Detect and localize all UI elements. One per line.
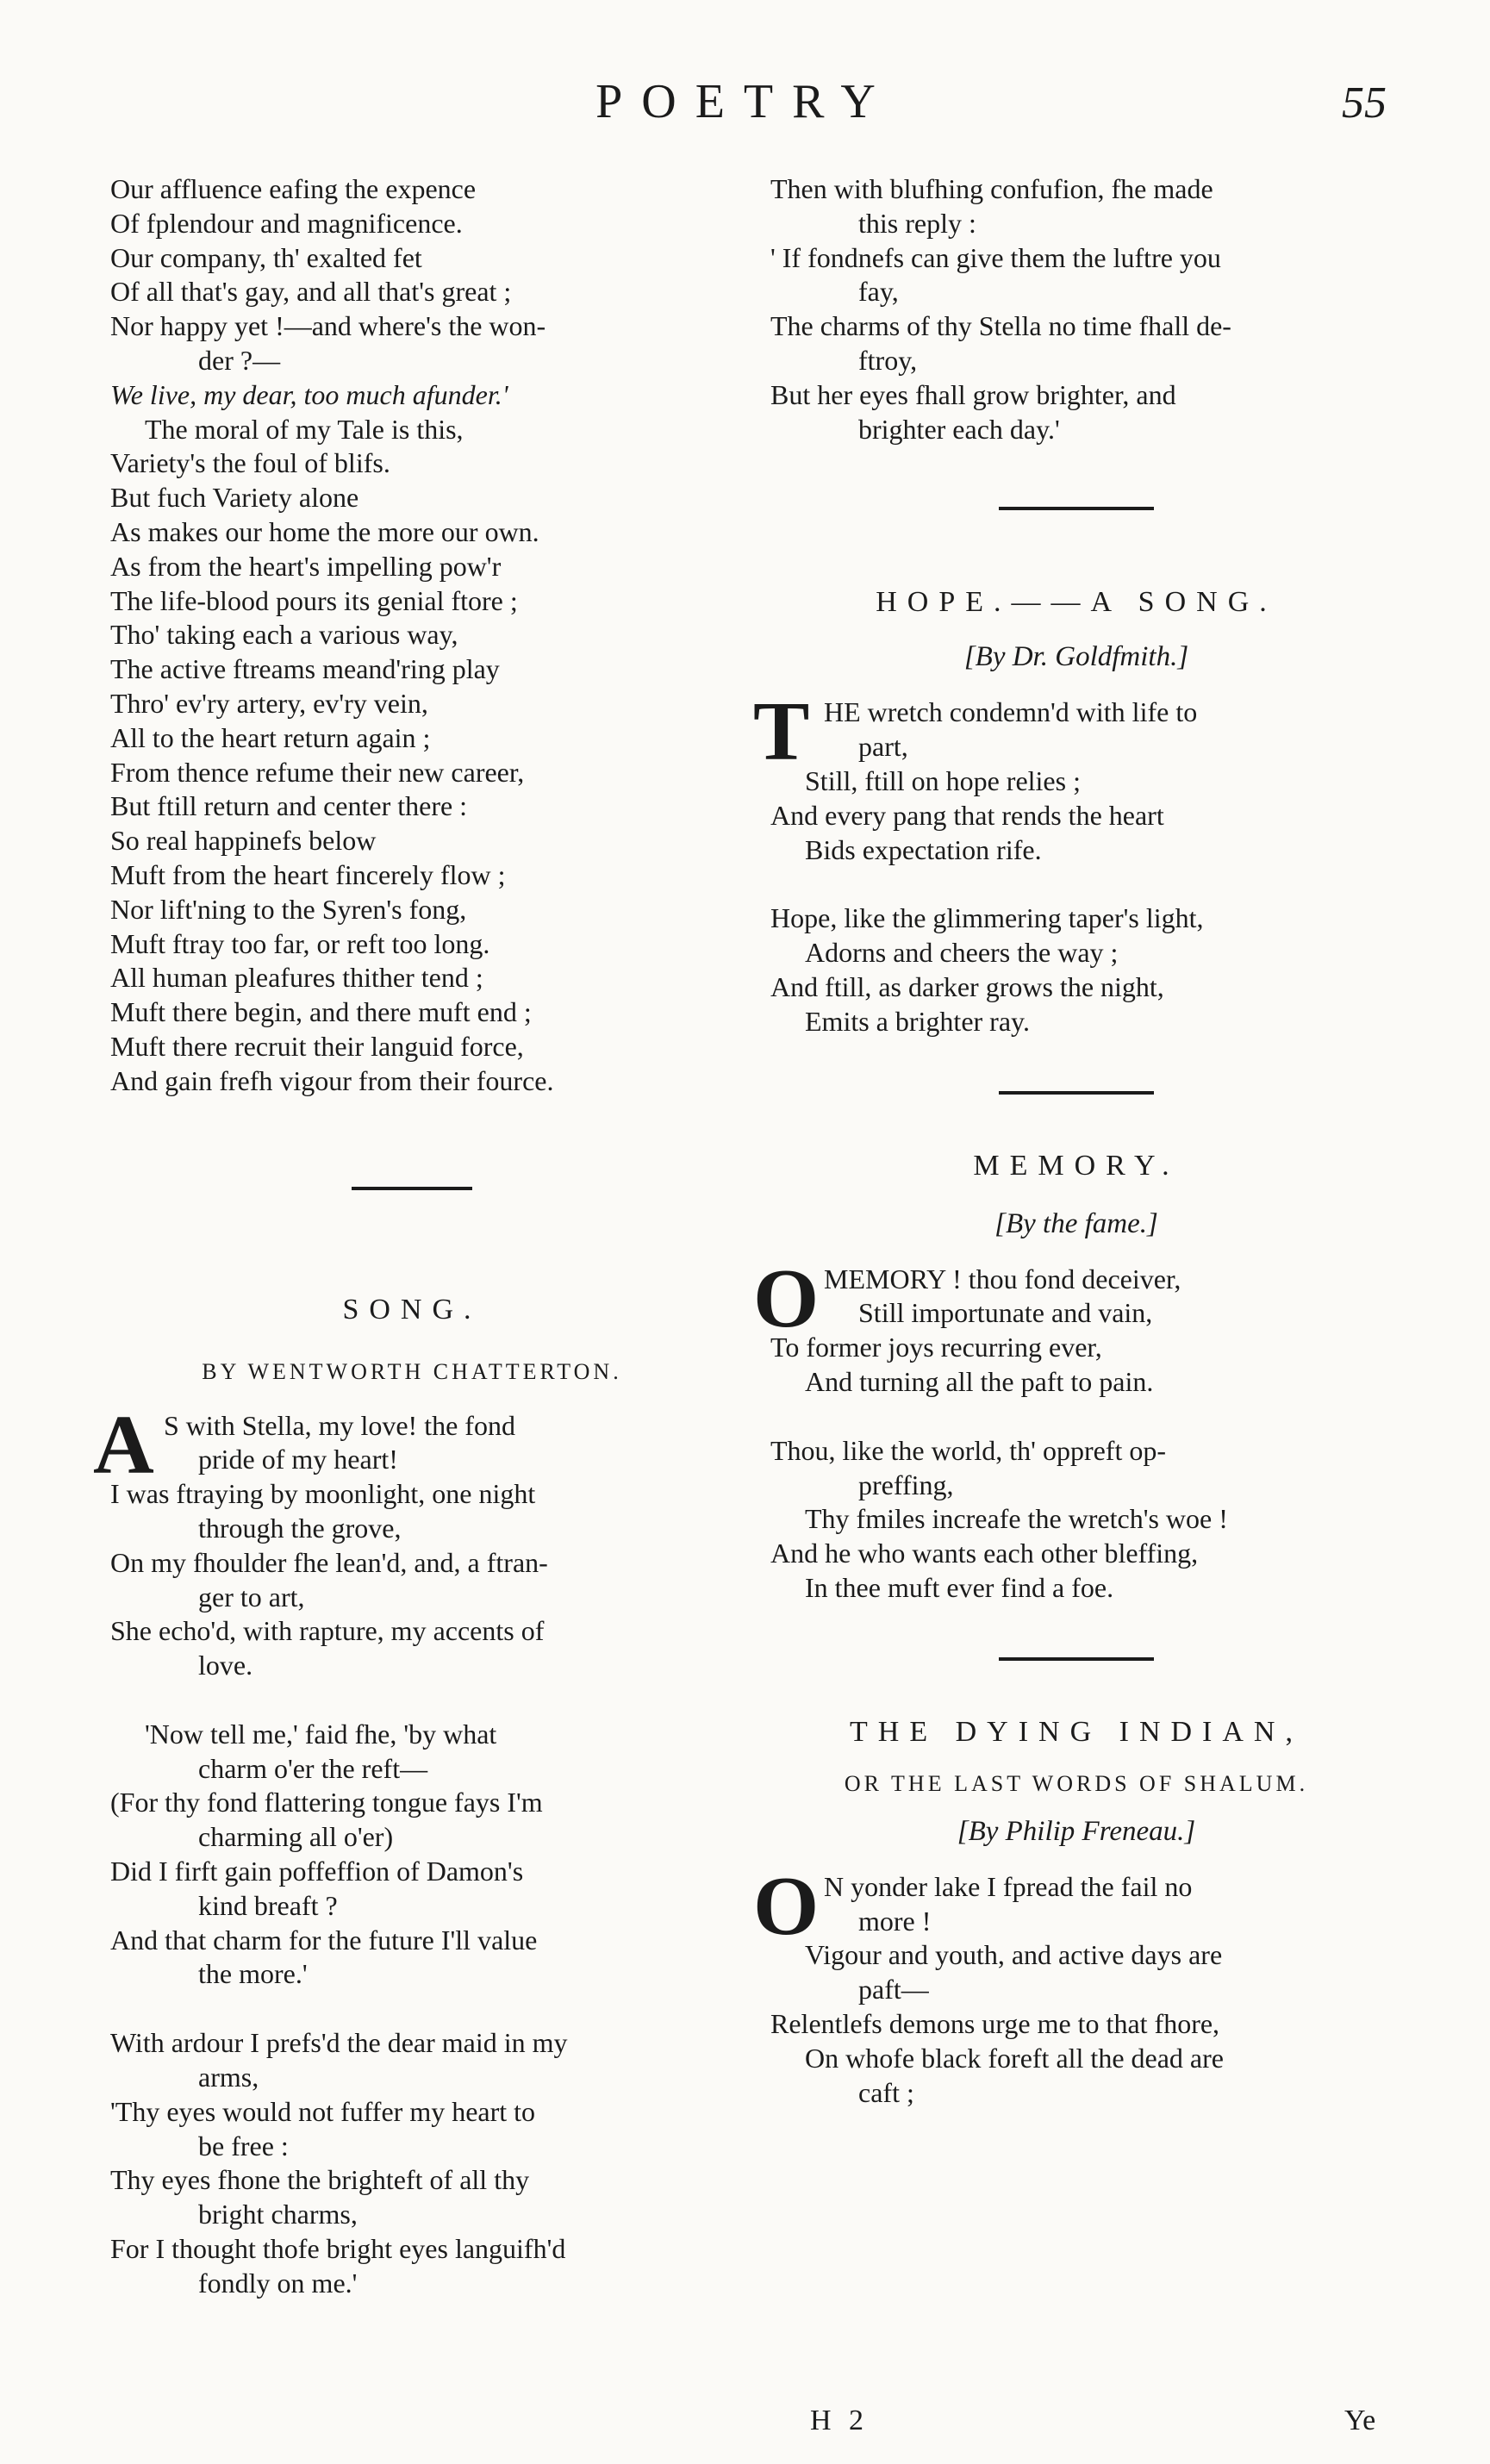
poem-line: But her eyes fhall grow brighter, and — [770, 378, 1176, 410]
poem-line: Still, ftill on hope relies ; — [805, 764, 1081, 796]
poem-line: N yonder lake I fpread the fail no — [824, 1870, 1193, 1902]
poem-line: And that charm for the future I'll value — [110, 1924, 538, 1956]
poem-line: The moral of my Tale is this, — [145, 413, 464, 445]
poem-line: der ?— — [198, 344, 281, 376]
poem-line: On my fhoulder fhe lean'd, and, a ftran- — [110, 1546, 548, 1578]
poem-line: charming all o'er) — [198, 1821, 394, 1853]
memory-stanza — [762, 1434, 1391, 1606]
song-stanza — [102, 1718, 722, 1992]
attribution: [By the fame.] — [994, 1207, 1158, 1239]
song-stanza — [102, 2026, 722, 2300]
poem-line: this reply : — [858, 207, 976, 239]
poem-line: Nor lift'ning to the Syren's fong, — [110, 893, 467, 925]
poem-line: And turning all the paft to pain. — [805, 1365, 1154, 1397]
running-head — [0, 74, 1490, 134]
poem-line: On whofe black foreft all the dead are — [805, 2042, 1224, 2074]
poem-line: Tho' taking each a various way, — [110, 619, 458, 651]
subtitle: OR THE LAST WORDS OF SHALUM. — [844, 1770, 1309, 1796]
poem-line: Muft there begin, and there muft end ; — [110, 996, 532, 1028]
poem-line: All to the heart return again ; — [110, 721, 431, 753]
poem-line: brighter each day.' — [858, 413, 1060, 445]
hope-stanza — [753, 685, 1391, 867]
poem-line: Muft there recruit their languid force, — [110, 1030, 524, 1062]
poem-line: For I thought thofe bright eyes languifh'd — [110, 2233, 566, 2265]
attribution: [By Dr. Goldfmith.] — [963, 641, 1189, 673]
poem-line: paft— — [858, 1974, 929, 2006]
byline: BY WENTWORTH CHATTERTON. — [202, 1358, 622, 1384]
drop-cap: A — [93, 1398, 154, 1492]
drop-cap: T — [753, 685, 810, 779]
section-title: MEMORY. — [973, 1149, 1180, 1182]
poem-line: And ftill, as darker grows the night, — [770, 970, 1164, 1002]
hope-stanza — [762, 901, 1391, 1039]
poem-line: bright charms, — [198, 2199, 358, 2230]
poem-line: The life-blood pours its genial ftore ; — [110, 584, 518, 616]
catchword: Ye — [1344, 2405, 1376, 2436]
right-column — [753, 172, 1391, 2110]
poem-line: Thou, like the world, th' oppreft op- — [770, 1434, 1166, 1466]
dying-indian-stanza — [753, 1859, 1391, 2111]
poem-line: HE wretch condemn'd with life to — [824, 696, 1198, 728]
section-title: HOPE.——A SONG. — [876, 586, 1277, 619]
poem-line: charm o'er the reft— — [198, 1752, 428, 1784]
poem-line: S with Stella, my love! the fond — [164, 1409, 515, 1441]
song-section — [93, 1293, 722, 2301]
poem-line: 'Now tell me,' faid fhe, 'by what — [145, 1718, 497, 1750]
poem-line: Thy eyes fhone the brighteft of all thy — [110, 2164, 530, 2196]
poem-line: Vigour and youth, and active days are — [805, 1939, 1223, 1971]
poem-line: fondly on me.' — [198, 2267, 358, 2299]
section-title: SONG. — [342, 1293, 482, 1326]
poem-line: Adorns and cheers the way ; — [805, 937, 1119, 969]
poem-line: But fuch Variety alone — [110, 482, 359, 514]
poem-line: And gain frefh vigour from their fource. — [110, 1064, 554, 1096]
poem-line: ftroy, — [858, 344, 918, 376]
poem-line: But ftill return and center there : — [110, 790, 468, 822]
poem-line: caft ; — [858, 2076, 914, 2108]
poem-line: fay, — [858, 276, 899, 308]
page-number: 55 — [1342, 78, 1387, 128]
poem-line: be free : — [198, 2130, 289, 2161]
signature-mark: H 2 — [810, 2405, 870, 2436]
poem-line: All human pleafures thither tend ; — [110, 962, 483, 994]
poem-line: Muft from the heart fincerely flow ; — [110, 858, 506, 890]
dying-indian-section — [753, 1715, 1391, 2111]
drop-cap: O — [753, 1251, 820, 1345]
memory-stanza — [753, 1251, 1391, 1400]
poem-line: pride of my heart! — [198, 1444, 398, 1475]
poem-line: ger to art, — [198, 1581, 305, 1613]
poem-line: Bids expectation rife. — [805, 833, 1042, 865]
poem-line: MEMORY ! thou fond deceiver, — [824, 1263, 1181, 1294]
drop-cap: O — [753, 1859, 820, 1953]
poem-line: Of all that's gay, and all that's great ; — [110, 276, 512, 308]
poem-line: Our affluence eafing the expence — [110, 173, 477, 204]
poem-line: through the grove, — [198, 1512, 402, 1544]
section-title: THE DYING INDIAN, — [850, 1715, 1303, 1748]
poem-line: As makes our home the more our own. — [110, 515, 539, 547]
poem-line: And every pang that rends the heart — [770, 799, 1164, 831]
poem-line: Then with blufhing confufion, fhe made — [770, 173, 1213, 204]
poem-line: In thee muft ever find a foe. — [805, 1571, 1114, 1603]
poem-line: love. — [198, 1650, 253, 1681]
poem-line: the more.' — [198, 1958, 308, 1990]
poem-line: Still importunate and vain, — [858, 1297, 1153, 1329]
page-title: POETRY — [595, 75, 895, 128]
poem-line: Muft ftray too far, or reft too long. — [110, 927, 490, 959]
hope-section — [753, 586, 1391, 1039]
poem-line: As from the heart's impelling pow'r — [110, 550, 502, 582]
poem-line: And he who wants each other bleffing, — [770, 1538, 1199, 1569]
poem-line: 'Thy eyes would not fuffer my heart to — [110, 2095, 536, 2127]
poem-line: part, — [858, 731, 908, 763]
poem-line: more ! — [858, 1905, 932, 1937]
poem-line: We live, my dear, too much afunder.' — [110, 378, 508, 410]
poem-line: arms, — [198, 2062, 259, 2093]
poem-line: Relentlefs demons urge me to that fhore, — [770, 2007, 1220, 2039]
poem-line: With ardour I prefs'd the dear maid in my — [110, 2027, 568, 2059]
poem-line: She echo'd, with rapture, my accents of — [110, 1615, 545, 1647]
poem-line: ' If fondnefs can give them the luftre you — [770, 241, 1221, 273]
poem-line: kind breaft ? — [198, 1889, 338, 1921]
poem-line: Our company, th' exalted fet — [110, 241, 422, 273]
poem-line: Nor happy yet !—and where's the won- — [110, 310, 546, 342]
poem-line: I was ftraying by moonlight, one night — [110, 1478, 536, 1510]
poem-line: The charms of thy Stella no time fhall de- — [770, 310, 1231, 342]
poem-line: So real happinefs below — [110, 825, 377, 857]
attribution: [By Philip Freneau.] — [957, 1815, 1196, 1847]
poem-line: Variety's the foul of blifs. — [110, 447, 390, 479]
song-continuation — [762, 172, 1391, 446]
poem-line: Thy fmiles increafe the wretch's woe ! — [805, 1503, 1228, 1535]
poem-line: Emits a brighter ray. — [805, 1005, 1030, 1037]
poem-line: Did I firft gain poffeffion of Damon's — [110, 1856, 524, 1887]
poem-line: To former joys recurring ever, — [770, 1332, 1102, 1363]
poem-continuation — [102, 172, 722, 1099]
poem-line: Of fplendour and magnificence. — [110, 207, 463, 239]
left-column — [93, 172, 722, 2301]
poem-line: preffing, — [858, 1469, 954, 1500]
poem-line: (For thy fond flattering tongue fays I'm — [110, 1787, 543, 1818]
memory-section — [753, 1149, 1391, 1606]
poem-line: Hope, like the glimmering taper's light, — [770, 902, 1204, 934]
poem-line: From thence refume their new career, — [110, 756, 525, 788]
song-stanza — [93, 1398, 722, 1683]
poem-line: The active ftreams meand'ring play — [110, 653, 500, 685]
poem-line: Thro' ev'ry artery, ev'ry vein, — [110, 687, 428, 719]
